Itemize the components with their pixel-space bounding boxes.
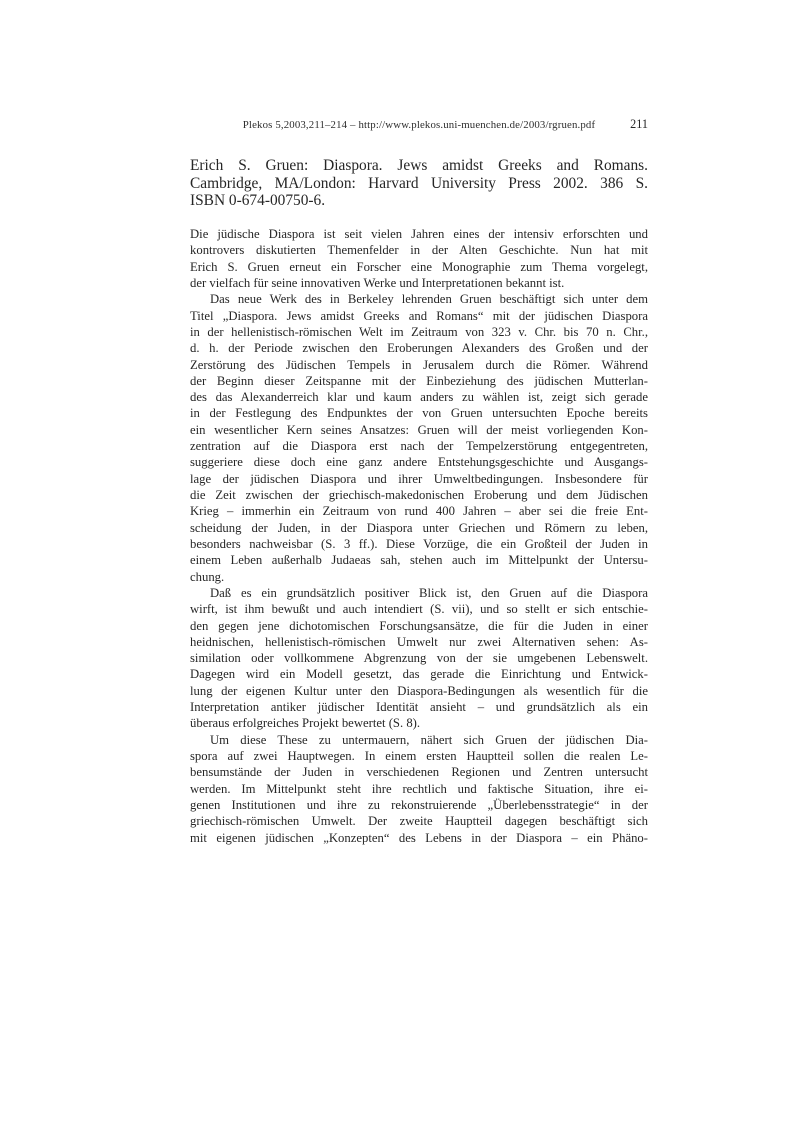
text-line: mit eigenen jüdischen „Konzepten“ des Lebens in der Diaspora – ein Phäno-: [190, 830, 648, 845]
text-line: Daß es ein grundsätzlich positiver Blick ist, den Gruen auf die Diaspora: [210, 585, 648, 600]
text-line: des das Alexanderreich klar und kaum anders zu wählen ist, zeigt sich gerade: [190, 390, 648, 405]
text-line: ein wesentlicher Kern seines Ansatzes: Gruen will der meist vorliegenden Kon-: [190, 422, 648, 437]
text-line: der Beginn dieser Zeitspanne mit der Einbeziehung des jüdischen Mutterlan-: [190, 373, 648, 388]
text-line: Dagegen wird ein Modell gesetzt, das gerade die Einrichtung und Entwick-: [190, 667, 648, 682]
journal-citation: Plekos 5,2003,211–214 – http://www.plekos.uni-muenchen.de/2003/rgruen.pdf: [242, 119, 596, 131]
text-line: suggeriere diese doch eine ganz andere Entstehungsgeschichte und Ausgangs-: [190, 455, 648, 470]
text-line: werden. Im Mittelpunkt steht ihre rechtlich und faktische Situation, ihre ei-: [190, 781, 648, 796]
page-number: 211: [630, 117, 648, 131]
text-line: similation oder vollkommene Abgrenzung von der sie umgebenen Lebenswelt.: [190, 651, 648, 666]
text-line: Interpretation antiker jüdischer Identität ansieht – und grundsätzlich als ein: [190, 700, 648, 715]
text-line: den gegen jene dichotomischen Forschungsansätze, die für die Juden in einer: [190, 618, 648, 633]
text-line: lage der jüdischen Diaspora und ihrer Umweltbedingungen. Insbesondere für: [190, 471, 648, 486]
text-line: einem Leben außerhalb Judaeas sah, stehen auch im Mittelpunkt der Untersu-: [190, 553, 648, 568]
text-line: d. h. der Periode zwischen den Eroberungen Alexanders des Großen und der: [190, 341, 648, 356]
text-line: lung der eigenen Kultur unter den Diaspora-Bedingungen als wesentlich für die: [190, 683, 648, 698]
text-line: Krieg – immerhin ein Zeitraum von rund 400 Jahren – aber sei die freie Ent-: [190, 504, 648, 519]
text-line: Erich S. Gruen erneut ein Forscher eine Monographie zum Thema vorgelegt,: [190, 259, 648, 274]
paragraph-2: [190, 291, 648, 585]
text-line: in der Festlegung des Endpunktes der von Gruen untersuchten Epoche bereits: [190, 406, 648, 421]
text-line: Das neue Werk des in Berkeley lehrenden Gruen beschäftigt sich unter dem: [210, 292, 648, 307]
text-line: scheidung der Juden, in der Diaspora unter Griechen und Römern zu leben,: [190, 520, 648, 535]
text-line: bensumstände der Juden in verschiedenen Regionen und Zentren untersucht: [190, 765, 648, 780]
text-line: wirft, ist ihm bewußt und auch intendiert (S. vii), und so stellt er sich entschie-: [190, 602, 648, 617]
title-line: Erich S. Gruen: Diaspora. Jews amidst Greeks and Romans.: [190, 157, 648, 174]
text-line: genen Institutionen und ihre zu rekonstruierende „Überlebensstrategie“ in der: [190, 797, 648, 812]
text-line: heidnischen, hellenistisch-römischen Umwelt nur zwei Alternativen sehen: As-: [190, 634, 648, 649]
text-line: zentration auf die Diaspora erst nach der Tempelzerstörung entgegentreten,: [190, 439, 648, 454]
text-line: chung.: [190, 569, 225, 584]
paragraph-3: [190, 585, 648, 732]
page-header: [190, 119, 648, 132]
text-line: in der hellenistisch-römischen Welt im Zeitraum von 323 v. Chr. bis 70 n. Chr.,: [190, 324, 648, 339]
text-line: kontrovers diskutierten Themenfelder in der Alten Geschichte. Nun hat mit: [190, 243, 648, 258]
text-line: der vielfach für seine innovativen Werke und Interpretationen bekannt ist.: [190, 275, 565, 290]
text-line: Zerstörung des Jüdischen Tempels in Jerusalem durch die Römer. Während: [190, 357, 648, 372]
text-line: die Zeit zwischen der griechisch-makedonischen Eroberung und dem Jüdischen: [190, 488, 648, 502]
book-citation-heading: [190, 157, 648, 210]
text-line: überaus erfolgreiches Projekt bewertet (S. 8).: [190, 716, 421, 731]
text-line: griechisch-römischen Umwelt. Der zweite Hauptteil dagegen beschäftigt sich: [190, 814, 648, 829]
title-line: ISBN 0-674-00750-6.: [190, 192, 326, 209]
text-line: besonders nachweisbar (S. 3 ff.). Diese Vorzüge, die ein Großteil der Juden in: [190, 536, 648, 551]
text-line: Um diese These zu untermauern, nähert sich Gruen der jüdischen Dia-: [210, 732, 648, 747]
review-body: [190, 226, 648, 846]
text-line: Titel „Diaspora. Jews amidst Greeks and Romans“ mit der jüdischen Diaspora: [190, 308, 648, 323]
paragraph-1: [190, 226, 648, 291]
text-line: spora auf zwei Hauptwegen. In einem ersten Hauptteil sollen die realen Le-: [190, 749, 648, 763]
text-line: Die jüdische Diaspora ist seit vielen Jahren eines der intensiv erforschten und: [190, 227, 648, 241]
paragraph-4: [190, 732, 648, 846]
title-line: Cambridge, MA/London: Harvard University Press 2002. 386 S.: [190, 174, 648, 192]
